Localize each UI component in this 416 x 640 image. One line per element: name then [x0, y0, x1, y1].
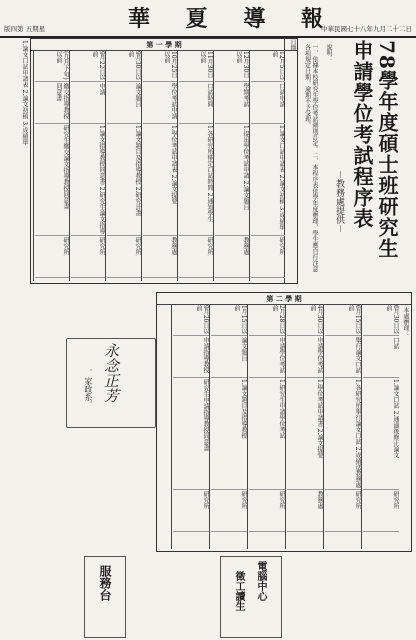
t1-row	[141, 51, 178, 281]
t2-cell-desc: 1.論文口試 2.通過後修正論文	[363, 379, 399, 490]
t1-cell-item: 申請	[71, 83, 105, 124]
t2-cell-unit: 研究所	[325, 491, 361, 532]
t2-cell-desc: 1.學位考試申請書 2.論文提要	[287, 379, 323, 490]
t1-cell-date: 9月30日以前	[107, 51, 141, 82]
service-desk-box	[84, 556, 126, 638]
essay-title: 永念正芳	[102, 343, 120, 403]
article-note-label	[318, 44, 332, 274]
t2-cell-item: 申請學位考試	[249, 337, 285, 378]
t1-cell-desc: 1.論文題目及指導教授 2.研究計畫	[107, 125, 141, 236]
schedule-table-term1	[30, 38, 298, 284]
t2-row	[209, 305, 248, 549]
t2-cell-desc: 1.各研究所舉行論文口試 2.成績送教務處	[325, 379, 361, 490]
t2-cell-unit: 教務處	[287, 491, 323, 532]
computer-center-title: 電腦中心	[255, 561, 266, 601]
note-label: 說明：	[325, 44, 332, 62]
t2-cell-date: 2月28日以前	[249, 305, 285, 336]
essay-body	[66, 430, 154, 550]
issue-date: 中華民國七十八年九月二十二日	[321, 25, 412, 33]
t1-cell-desc: 1.提出學位考試申請 2.論文題目	[215, 125, 249, 236]
t1-cell-unit: 教務處	[215, 237, 249, 278]
t1-cell-desc: 1.論文口試申請表 2.論文初稿 3.成績單	[251, 125, 285, 236]
article-author: －教務處提供－	[334, 170, 344, 234]
notice-body-right	[282, 556, 412, 636]
t1-cell-item: 口試申請	[251, 83, 285, 124]
t2-cell-date: 1月15日以前	[211, 305, 247, 336]
t1-cell-date: (九月下旬)以前	[35, 51, 69, 82]
t1-row	[249, 51, 286, 281]
t2-row	[247, 305, 286, 549]
t2-cell-desc: 1.論文題目及指導教授	[211, 379, 247, 490]
t2-row	[285, 305, 324, 549]
essay-author: ．家政系．	[84, 369, 93, 409]
t1-cell-item: 學位考試申請	[143, 83, 177, 124]
t1-cell-item: 學期考試	[215, 83, 249, 124]
t2-cell-item: 申請學位考試	[287, 337, 323, 378]
t1-row	[105, 51, 142, 281]
t2-cell-item: 舉行論文口試	[325, 337, 361, 378]
paper-title: 華 夏 導 報	[128, 6, 337, 32]
t2-row	[361, 305, 400, 549]
t2-cell-item: 論文題目	[211, 337, 247, 378]
service-desk-title: 服務台	[98, 565, 112, 601]
notice-body-left	[2, 556, 82, 636]
t1-cell-date: 10月25日以前	[143, 51, 177, 82]
t2-cell-date: 9月20日以前	[173, 305, 209, 336]
t1-cell-date: 12月5日以前	[251, 51, 285, 82]
t2-cell-desc: 1.研究生申請學位考試	[249, 379, 285, 490]
t1-cell-desc: 研究生繳交論文指導教授同意書	[35, 125, 69, 236]
t2-cell-item: 申請指導教授	[173, 337, 209, 378]
t1-row	[213, 51, 250, 281]
t2-cell-unit: 研究所	[249, 491, 285, 532]
computer-center-notice	[220, 556, 282, 638]
t1-cell-date: 12月30日以前	[215, 51, 249, 82]
t2-cell-unit: 研究所	[363, 491, 399, 532]
side-column-upper	[2, 40, 28, 280]
term2-label: 第 二 學 期	[157, 294, 411, 305]
t2-cell-item: 口試	[363, 337, 399, 378]
t1-cell-unit: 研究所	[251, 237, 285, 278]
article-title-line2: 申請學位考試程序表	[350, 40, 374, 229]
remark-label: 本處辦理：	[402, 307, 409, 337]
article-note: 一、依據本校研究生學位考試細則訂定。二、本程序表依學年度辦理，學生應自行注意各項規定日期，逾期不予受理。	[303, 44, 318, 272]
t1-row	[69, 51, 106, 281]
side-column-text: 1.論文口試申請表 2.論文初稿 3.成績單	[21, 40, 28, 145]
header-date: 日期	[289, 39, 296, 51]
essay-body-left	[2, 292, 64, 542]
notice-body-mid	[126, 556, 218, 636]
issue-info: 版四第 五期星	[4, 25, 46, 33]
t1-cell-item: 論文題目	[107, 83, 141, 124]
t1-cell-unit: 研究所	[71, 237, 105, 278]
t1-cell-unit: 教務處	[143, 237, 177, 278]
t1-cell-desc: 1.學位考試申請表 2.論文提要	[143, 125, 177, 236]
t1-cell-unit: 研究所	[107, 237, 141, 278]
t1-cell-date: 9月22日以前	[71, 51, 105, 82]
t2-cell-desc: 研究生申請指導教授同意書	[173, 379, 209, 490]
t1-cell-unit: 研究所	[35, 237, 69, 278]
t1-row	[33, 51, 70, 281]
t2-cell-date: 6月30日以前	[363, 305, 399, 336]
t1-cell-unit: 研究所	[179, 237, 213, 278]
t2-cell-unit: 研究所	[211, 491, 247, 532]
t1-cell-date: 11月30日以前	[179, 51, 213, 82]
t2-row	[323, 305, 362, 549]
t1-cell-desc: 1.論文指導教授同意書 2.研究生論文指導	[71, 125, 105, 236]
schedule-table-term2	[156, 292, 412, 552]
term1-label: 第 一 學 期	[31, 40, 297, 51]
notice-title: 徵工讀生	[233, 571, 244, 611]
essay-heading-box	[66, 338, 156, 428]
masthead	[0, 0, 416, 38]
article-title-line1: 78學年度碩士班研究生	[375, 40, 399, 259]
t2-row	[171, 305, 210, 549]
t2-cell-date: 4月30日以前	[287, 305, 323, 336]
t1-cell-item: 口試時間	[179, 83, 213, 124]
t2-cell-unit: 研究所	[173, 491, 209, 532]
t1-cell-desc: 1.各研究所排定口試時間 2.通知學生	[179, 125, 213, 236]
t1-row	[177, 51, 214, 281]
t2-cell-date: 6月15日以前	[325, 305, 361, 336]
t1-cell-item: 繳交指導教授同意書	[35, 83, 69, 124]
